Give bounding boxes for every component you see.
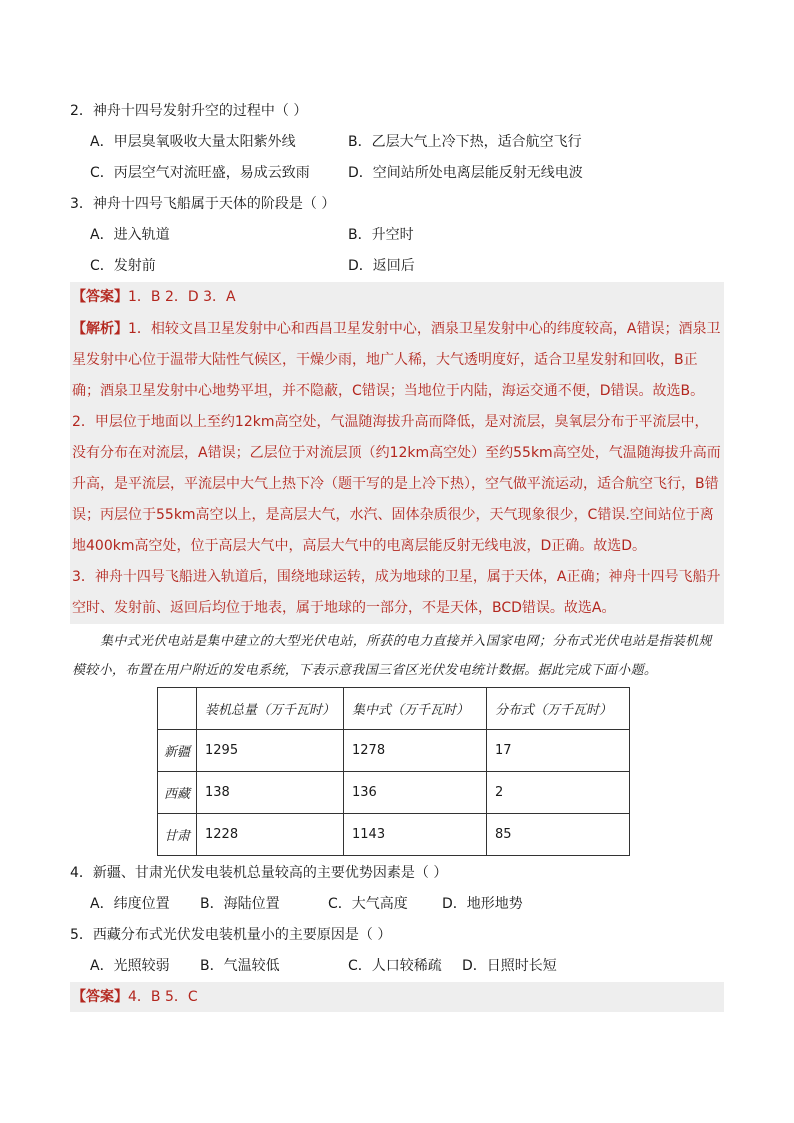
table-cell: 1278	[344, 730, 487, 772]
q4-option-b: B．海陆位置	[200, 896, 280, 912]
material-intro: 集中式光伏电站是集中建立的大型光伏电站，所获的电力直接并入国家电网；分布式光伏电站是指装机规模较小，布置在用户附近的发电系统，下表示意我国三省区光伏发电统计数据。据此完成下面小题。	[72, 634, 712, 678]
table-header-cell: 分布式（万千瓦时）	[487, 688, 630, 730]
table-header-cell: 装机总量（万千瓦时）	[197, 688, 344, 730]
table-cell: 1295	[197, 730, 344, 772]
q3-option-b: B．升空时	[348, 227, 414, 243]
analysis-text-1: 1．相较文昌卫星发射中心和西昌卫星发射中心，酒泉卫星发射中心的纬度较高，A错误；酒泉卫星发射中心位于温带大陆性气候区，干燥少雨，地广人稀，大气透明度好，适合卫星发射和回收，B正确；酒泉卫星发射中心地势平坦，并不隐蔽，C错误；当地位于内陆，海运交通不便，D错误。故选B。	[72, 321, 721, 399]
q5-option-b: B．气温较低	[200, 958, 280, 974]
q5-option-a: A．光照较弱	[90, 958, 170, 974]
q2-option-b: B．乙层大气上冷下热，适合航空飞行	[348, 134, 582, 150]
table-header-cell	[158, 688, 197, 730]
q3-stem: 3．神舟十四号飞船属于天体的阶段是（ ）	[70, 196, 336, 212]
table-cell: 85	[487, 814, 630, 856]
table-cell: 136	[344, 772, 487, 814]
table-row	[158, 814, 630, 856]
answer-values: 1．B 2．D 3．A	[128, 289, 236, 305]
table-cell: 2	[487, 772, 630, 814]
table-cell: 1143	[344, 814, 487, 856]
answer-tag: 【答案】	[72, 289, 128, 305]
q4-option-a: A．纬度位置	[90, 896, 170, 912]
q2-stem: 2．神舟十四号发射升空的过程中（ ）	[70, 103, 308, 119]
q2-option-c: C．丙层空气对流旺盛，易成云致雨	[90, 165, 310, 181]
q2-option-d: D．空间站所处电离层能反射无线电波	[348, 165, 583, 181]
table-header-row	[158, 688, 630, 730]
table-row	[158, 772, 630, 814]
table-cell: 1228	[197, 814, 344, 856]
table-cell: 新疆	[158, 730, 197, 772]
table-cell: 17	[487, 730, 630, 772]
q3-option-a: A．进入轨道	[90, 227, 170, 243]
analysis-tag: 【解析】	[72, 321, 128, 337]
answer-line-2	[72, 987, 198, 1007]
table-row	[158, 730, 630, 772]
answer-tag: 【答案】	[72, 989, 128, 1005]
analysis-paragraph-1	[72, 314, 722, 407]
table-header-cell: 集中式（万千瓦时）	[344, 688, 487, 730]
q5-option-d: D．日照时长短	[462, 958, 557, 974]
q4-option-d: D．地形地势	[442, 896, 523, 912]
q3-option-c: C．发射前	[90, 258, 156, 274]
table-cell: 西藏	[158, 772, 197, 814]
q5-option-c: C．人口较稀疏	[348, 958, 442, 974]
q3-option-d: D．返回后	[348, 258, 415, 274]
answer-values: 4．B 5．C	[128, 989, 198, 1005]
q2-option-a: A．甲层臭氧吸收大量太阳紫外线	[90, 134, 296, 150]
q4-option-c: C．大气高度	[328, 896, 408, 912]
table-cell: 甘肃	[158, 814, 197, 856]
pv-data-table	[157, 687, 630, 856]
analysis-paragraph-3: 3．神舟十四号飞船进入轨道后，围绕地球运转，成为地球的卫星，属于天体，A正确；神舟十四号飞船升空时、发射前、返回后均位于地表，属于地球的一部分，不是天体，BCD错误。故选A。	[72, 569, 721, 616]
q5-stem: 5．西藏分布式光伏发电装机量小的主要原因是（ ）	[70, 927, 392, 943]
answer-line-1	[72, 287, 236, 307]
table-cell: 138	[197, 772, 344, 814]
q4-stem: 4．新疆、甘肃光伏发电装机总量较高的主要优势因素是（ ）	[70, 865, 448, 881]
analysis-paragraph-2: 2．甲层位于地面以上至约12km高空处，气温随海拔升高而降低，是对流层，臭氧层分布于平流层中，没有分布在对流层，A错误；乙层位于对流层顶（约12km高空处）至约55km高空处，气温随海拔升高而升高，是平流层，平流层中大气上热下冷（题干写的是上冷下热），空气做平流运动，适合航空飞行，B错误；丙层位于55km高空以上，是高层大气，水汽、固体杂质很少，天气现象很少，C错误.空间站位于离地400km高空处，位于高层大气中，高层大气中的电离层能反射无线电波，D正确。故选D。	[72, 414, 721, 554]
